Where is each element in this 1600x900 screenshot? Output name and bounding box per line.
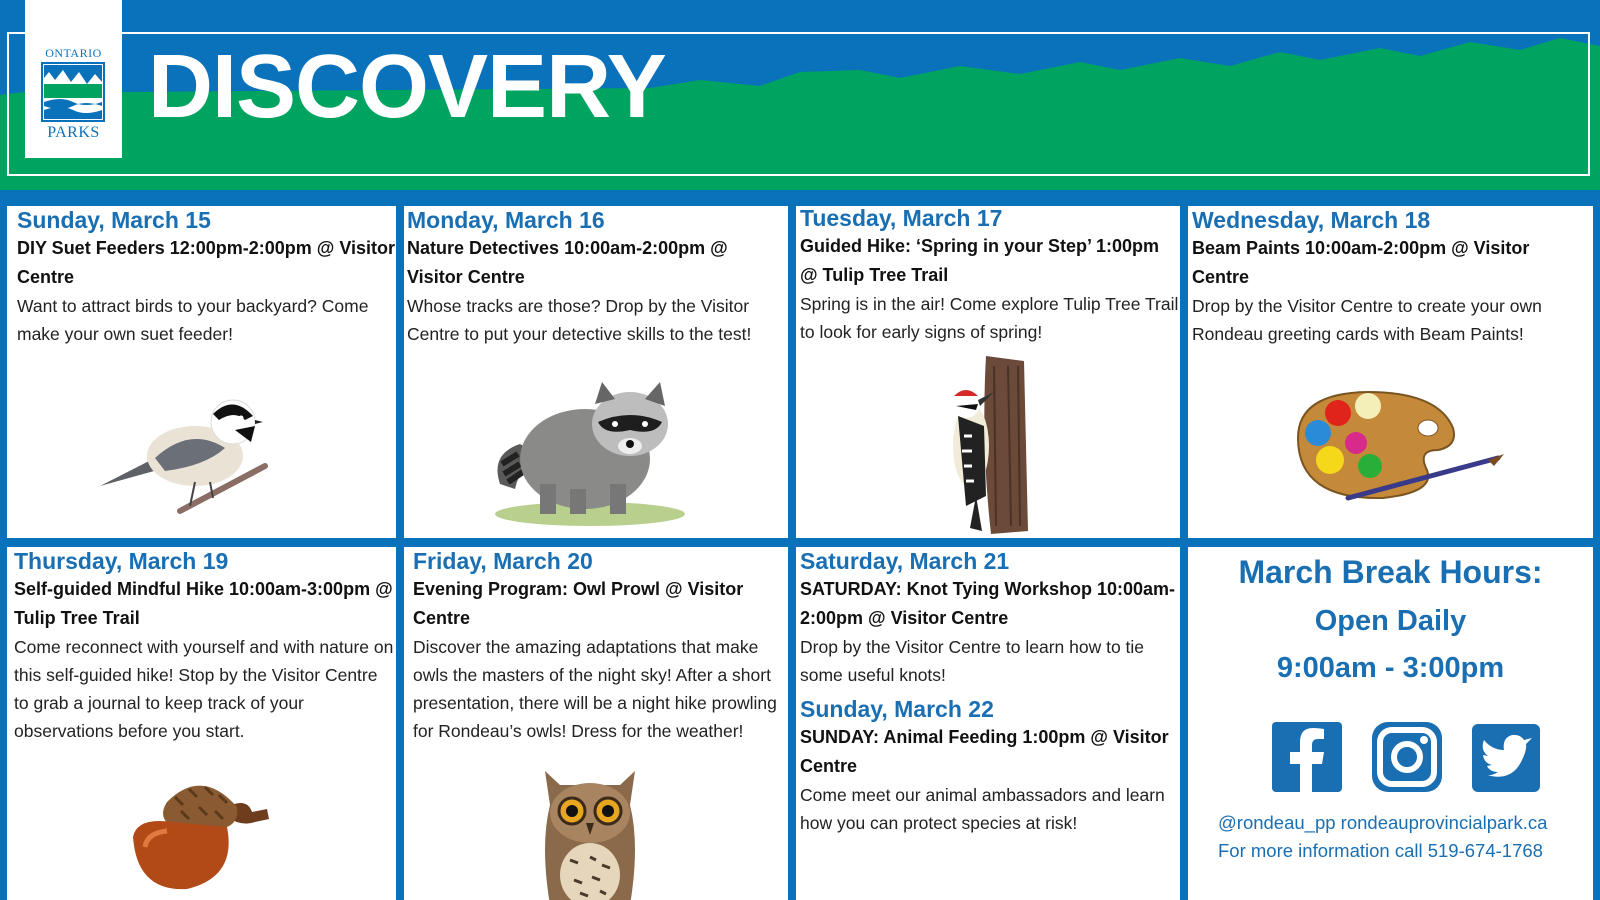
event-description: Want to attract birds to your backyard? Come make your own suet feeder!: [17, 296, 369, 344]
acorn-icon: [127, 767, 277, 897]
paint-palette-icon: [1288, 388, 1508, 508]
day-heading: Monday, March 16: [407, 207, 605, 233]
instagram-icon[interactable]: [1372, 722, 1442, 792]
event-title: Guided Hike: ‘Spring in your Step’ 1:00pm @ Tulip Tree Trail: [800, 236, 1160, 285]
ontario-parks-logo: [25, 0, 122, 158]
event-cell-monday-16: [404, 206, 788, 538]
event-cell-tuesday-17: [796, 206, 1180, 538]
hours-open-daily: Open Daily: [1314, 605, 1467, 637]
owl-icon: [530, 765, 650, 900]
contact-handle-website[interactable]: @rondeau_pp rondeauprovincialpark.ca: [1218, 812, 1548, 833]
logo-text-ontario: ONTARIO: [45, 46, 102, 60]
event-cell-friday-20: [404, 547, 788, 900]
chickadee-icon: [95, 386, 275, 526]
logo-text-parks: PARKS: [47, 124, 100, 141]
day-heading: Sunday, March 15: [17, 207, 211, 233]
event-cell-sunday-15: [7, 206, 396, 538]
event-description: Spring is in the air! Come explore Tulip Tree Trail to look for early signs of spring!: [800, 294, 1179, 342]
day-heading: Thursday, March 19: [14, 548, 229, 574]
event-title: DIY Suet Feeders 12:00pm-2:00pm @ Visitor Centre: [17, 238, 396, 287]
event-title: Nature Detectives 10:00am-2:00pm @ Visitor Centre: [407, 238, 728, 287]
event-description: Discover the amazing adaptations that make owls the masters of the night sky! After a short presentation, there will be a night hike prowling for Rondeau’s owls! Dress for the weather!: [413, 637, 777, 741]
day-heading: Wednesday, March 18: [1192, 207, 1431, 233]
event-title: Beam Paints 10:00am-2:00pm @ Visitor Centre: [1192, 238, 1530, 287]
header-banner: [0, 0, 1600, 198]
event-description: Whose tracks are those? Drop by the Visitor Centre to put your detective skills to the test!: [407, 296, 752, 344]
woodpecker-icon: [936, 356, 1036, 536]
twitter-icon[interactable]: [1472, 724, 1540, 792]
day-heading: Tuesday, March 17: [800, 206, 1003, 231]
event-cell-wednesday-18: [1188, 206, 1593, 538]
day-heading: Saturday, March 21: [800, 548, 1010, 574]
event-title: SATURDAY: Knot Tying Workshop 10:00am-2:00pm @ Visitor Centre: [800, 579, 1176, 628]
event-cell-thursday-19: [7, 547, 396, 900]
social-links: [1272, 720, 1562, 800]
event-description: Drop by the Visitor Centre to learn how to tie some useful knots!: [800, 637, 1145, 685]
day-heading-second: Sunday, March 22: [800, 696, 994, 722]
hours-title: March Break Hours:: [1238, 554, 1543, 590]
day-heading: Friday, March 20: [413, 548, 593, 574]
contact-phone: For more information call 519-674-1768: [1218, 840, 1543, 861]
facebook-icon[interactable]: [1272, 722, 1342, 792]
hours-times: 9:00am - 3:00pm: [1276, 652, 1505, 684]
event-title: Evening Program: Owl Prowl @ Visitor Centre: [413, 579, 744, 628]
event-title: Self-guided Mindful Hike 10:00am-3:00pm @ Tulip Tree Trail: [14, 579, 393, 628]
event-description: Come reconnect with yourself and with nature on this self-guided hike! Stop by the Visitor Centre to grab a journal to keep track of your observations before you start.: [14, 637, 394, 741]
event-cell-saturday-21: [796, 547, 1180, 900]
raccoon-icon: [490, 364, 690, 534]
logo-mark-icon: [41, 62, 105, 122]
event-title-second: SUNDAY: Animal Feeding 1:00pm @ Visitor Centre: [800, 727, 1169, 776]
event-description-second: Come meet our animal ambassadors and learn how you can protect species at risk!: [800, 785, 1165, 833]
page-title: DISCOVERY: [148, 37, 666, 137]
event-description: Drop by the Visitor Centre to create your own Rondeau greeting cards with Beam Paints!: [1192, 296, 1542, 344]
